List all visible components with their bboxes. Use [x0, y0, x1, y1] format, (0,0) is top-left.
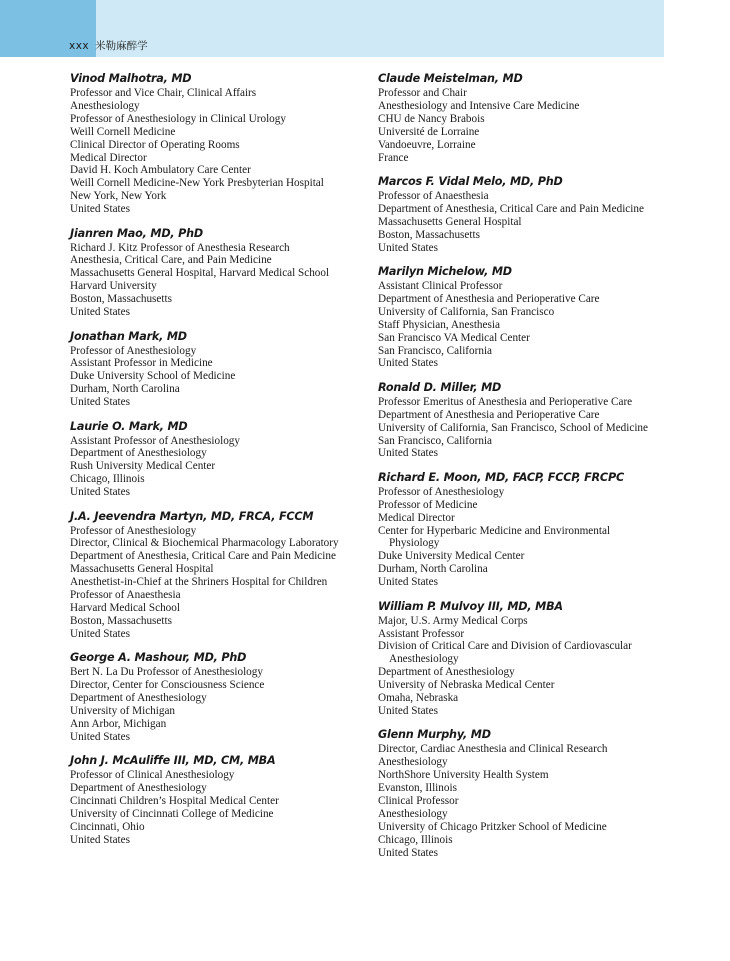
affiliation-line: Assistant Professor of Anesthesiology [70, 434, 240, 447]
contributor-name: John J. McAuliffe III, MD, CM, MBA [70, 754, 276, 768]
affiliation-line: University of California, San Francisco [378, 305, 555, 318]
affiliation-line: Durham, North Carolina [70, 383, 180, 396]
affiliation-line: Department of Anesthesiology [70, 782, 207, 795]
affiliation-line: United States [378, 846, 438, 859]
affiliation-line: University of Chicago Pritzker School of Medicine [378, 820, 607, 833]
affiliation-line: United States [70, 306, 130, 319]
affiliation-line: Professor of Anesthesiology in Clinical Urology [70, 112, 286, 125]
affiliation-line: CHU de Nancy Brabois [378, 112, 485, 125]
contributor-entry [70, 330, 370, 410]
affiliation-line: Massachusetts General Hospital [378, 215, 522, 228]
affiliation-line: Director, Clinical & Biochemical Pharmacology Laboratory [70, 537, 339, 550]
affiliation-line: Department of Anesthesia and Perioperative Care [378, 292, 600, 305]
affiliation-line: Director, Center for Consciousness Science [70, 679, 265, 692]
affiliation-line: United States [378, 704, 438, 717]
affiliation-line: United States [378, 241, 438, 254]
affiliation-line: Durham, North Carolina [378, 563, 488, 576]
affiliation-line: University of Cincinnati College of Medicine [70, 807, 274, 820]
affiliation-line: United States [70, 730, 130, 743]
contributors-column-right [378, 72, 678, 870]
affiliation-line: Duke University School of Medicine [70, 370, 236, 383]
affiliation-line: Bert N. La Du Professor of Anesthesiology [70, 666, 263, 679]
affiliation-line: United States [70, 627, 130, 640]
affiliation-line: Center for Hyperbaric Medicine and Environmental [378, 524, 611, 537]
affiliation-line: United States [378, 447, 438, 460]
contributor-name: Jonathan Mark, MD [70, 329, 187, 343]
affiliation-line: University of Michigan [70, 704, 176, 717]
affiliation-line: Professor Emeritus of Anesthesia and Perioperative Care [378, 395, 633, 408]
contributor-entry [70, 420, 370, 500]
affiliation-line: Boston, Massachusetts [70, 614, 172, 627]
book-title: 米勒麻醉学 [95, 40, 148, 52]
affiliation-line: Boston, Massachusetts [378, 228, 480, 241]
contributor-entry [378, 175, 678, 255]
header-band [96, 0, 664, 57]
affiliation-line: Professor of Anaesthesia [378, 189, 489, 202]
affiliation-line: University of California, San Francisco, School of Medicine [378, 421, 648, 434]
contributor-entry [378, 471, 678, 589]
affiliation-line: Anesthesiology [70, 99, 140, 112]
affiliation-line: Director, Cardiac Anesthesia and Clinical Research [378, 743, 608, 756]
contributor-entry [70, 754, 370, 846]
contributor-entry [378, 72, 678, 164]
affiliation-line: San Francisco VA Medical Center [378, 331, 530, 344]
affiliation-line: Massachusetts General Hospital, Harvard Medical School [70, 267, 330, 280]
affiliation-line: Chicago, Illinois [378, 833, 453, 846]
contributor-entry [70, 651, 370, 743]
contributor-entry [70, 227, 370, 319]
affiliation-line: Professor and Vice Chair, Clinical Affairs [70, 87, 257, 99]
affiliation-line: Anesthesia, Critical Care, and Pain Medicine [70, 254, 272, 267]
affiliation-line: Professor of Anesthesiology [70, 344, 197, 357]
affiliation-line: France [378, 151, 409, 164]
page-number: xxx [69, 40, 90, 52]
affiliation-line: Division of Critical Care and Division of Cardiovascular [378, 640, 632, 653]
contributor-name: Ronald D. Miller, MD [378, 380, 502, 394]
contributor-name: William P. Mulvoy III, MD, MBA [378, 599, 563, 613]
contributor-entry [378, 265, 678, 370]
affiliation-line: San Francisco, California [378, 344, 493, 357]
affiliation-line: Assistant Clinical Professor [378, 279, 503, 292]
affiliation-line: Department of Anesthesia and Perioperative Care [378, 408, 600, 421]
affiliation-line: Medical Director [70, 151, 147, 164]
page-header [0, 0, 730, 57]
affiliation-line: Physiology [389, 537, 440, 550]
affiliation-line: Professor of Medicine [378, 498, 478, 511]
affiliation-line: Rush University Medical Center [70, 460, 216, 473]
affiliation-line: University of Nebraska Medical Center [378, 679, 555, 692]
contributor-name: George A. Mashour, MD, PhD [70, 651, 247, 665]
affiliation-line: New York, New York [70, 190, 167, 203]
affiliation-line: Department of Anesthesia, Critical Care and Pain Medicine [70, 550, 336, 563]
contributor-name: Glenn Murphy, MD [378, 728, 491, 742]
affiliation-line: Clinical Professor [378, 794, 459, 807]
affiliation-line: Professor of Anaesthesia [70, 589, 181, 602]
contributor-entry [70, 510, 370, 641]
affiliation-line: Chicago, Illinois [70, 473, 145, 486]
contributor-name: Vinod Malhotra, MD [70, 72, 192, 85]
affiliation-line: Professor of Anesthesiology [70, 524, 197, 537]
affiliation-line: Major, U.S. Army Medical Corps [378, 614, 528, 627]
contributor-name: Jianren Mao, MD, PhD [70, 226, 204, 240]
affiliation-line: Anesthetist-in-Chief at the Shriners Hospital for Children [70, 576, 328, 589]
affiliation-line: Department of Anesthesiology [70, 447, 207, 460]
affiliation-line: Anesthesiology [378, 756, 448, 769]
contributor-name: Richard E. Moon, MD, FACP, FCCP, FRCPC [378, 470, 624, 484]
contributor-entry [378, 381, 678, 461]
affiliation-line: Department of Anesthesiology [378, 666, 515, 679]
contributor-entry [378, 728, 678, 859]
contributor-entry [378, 600, 678, 718]
contributor-name: Marilyn Michelow, MD [378, 264, 512, 278]
affiliation-line: United States [70, 833, 130, 846]
contributor-entry [70, 72, 370, 216]
affiliation-line: Harvard University [70, 280, 157, 293]
contributors-column-left [70, 72, 370, 857]
affiliation-line: United States [378, 576, 438, 589]
affiliation-line: Medical Director [378, 511, 455, 524]
affiliation-line: United States [70, 203, 130, 216]
contributor-name: Claude Meistelman, MD [378, 72, 523, 85]
running-head [69, 38, 148, 53]
affiliation-line: Omaha, Nebraska [378, 692, 459, 705]
affiliation-line: Anesthesiology [389, 653, 459, 666]
affiliation-line: United States [70, 486, 130, 499]
affiliation-line: Duke University Medical Center [378, 550, 525, 563]
affiliation-line: Clinical Director of Operating Rooms [70, 138, 240, 151]
affiliation-line: San Francisco, California [378, 434, 493, 447]
affiliation-line: Massachusetts General Hospital [70, 563, 214, 576]
affiliation-line: Anesthesiology and Intensive Care Medicine [378, 99, 580, 112]
affiliation-line: Staff Physician, Anesthesia [378, 318, 500, 331]
affiliation-line: United States [378, 357, 438, 370]
affiliation-line: Assistant Professor in Medicine [70, 357, 213, 370]
affiliation-line: Richard J. Kitz Professor of Anesthesia Research [70, 241, 290, 254]
affiliation-line: Boston, Massachusetts [70, 293, 172, 306]
affiliation-line: Professor and Chair [378, 87, 467, 99]
affiliation-line: Weill Cornell Medicine-New York Presbyterian Hospital [70, 177, 324, 190]
affiliation-line: Professor of Anesthesiology [378, 485, 505, 498]
contributor-name: Marcos F. Vidal Melo, MD, PhD [378, 174, 563, 188]
affiliation-line: Harvard Medical School [70, 602, 180, 614]
contributor-name: Laurie O. Mark, MD [70, 419, 188, 433]
affiliation-line: NorthShore University Health System [378, 769, 549, 782]
affiliation-line: David H. Koch Ambulatory Care Center [70, 164, 251, 177]
affiliation-line: Ann Arbor, Michigan [70, 717, 167, 730]
affiliation-line: Evanston, Illinois [378, 782, 457, 795]
affiliation-line: Assistant Professor [378, 627, 465, 640]
contributor-name: J.A. Jeevendra Martyn, MD, FRCA, FCCM [70, 509, 314, 523]
affiliation-line: Cincinnati, Ohio [70, 820, 145, 833]
affiliation-line: Vandoeuvre, Lorraine [378, 138, 476, 151]
affiliation-line: Anesthesiology [378, 807, 448, 820]
affiliation-line: Cincinnati Children’s Hospital Medical Center [70, 794, 279, 807]
affiliation-line: Université de Lorraine [378, 125, 480, 138]
affiliation-line: Department of Anesthesiology [70, 692, 207, 705]
affiliation-line: Weill Cornell Medicine [70, 125, 176, 138]
affiliation-line: Department of Anesthesia, Critical Care and Pain Medicine [378, 202, 644, 215]
affiliation-line: United States [70, 396, 130, 409]
affiliation-line: Professor of Clinical Anesthesiology [70, 769, 235, 782]
